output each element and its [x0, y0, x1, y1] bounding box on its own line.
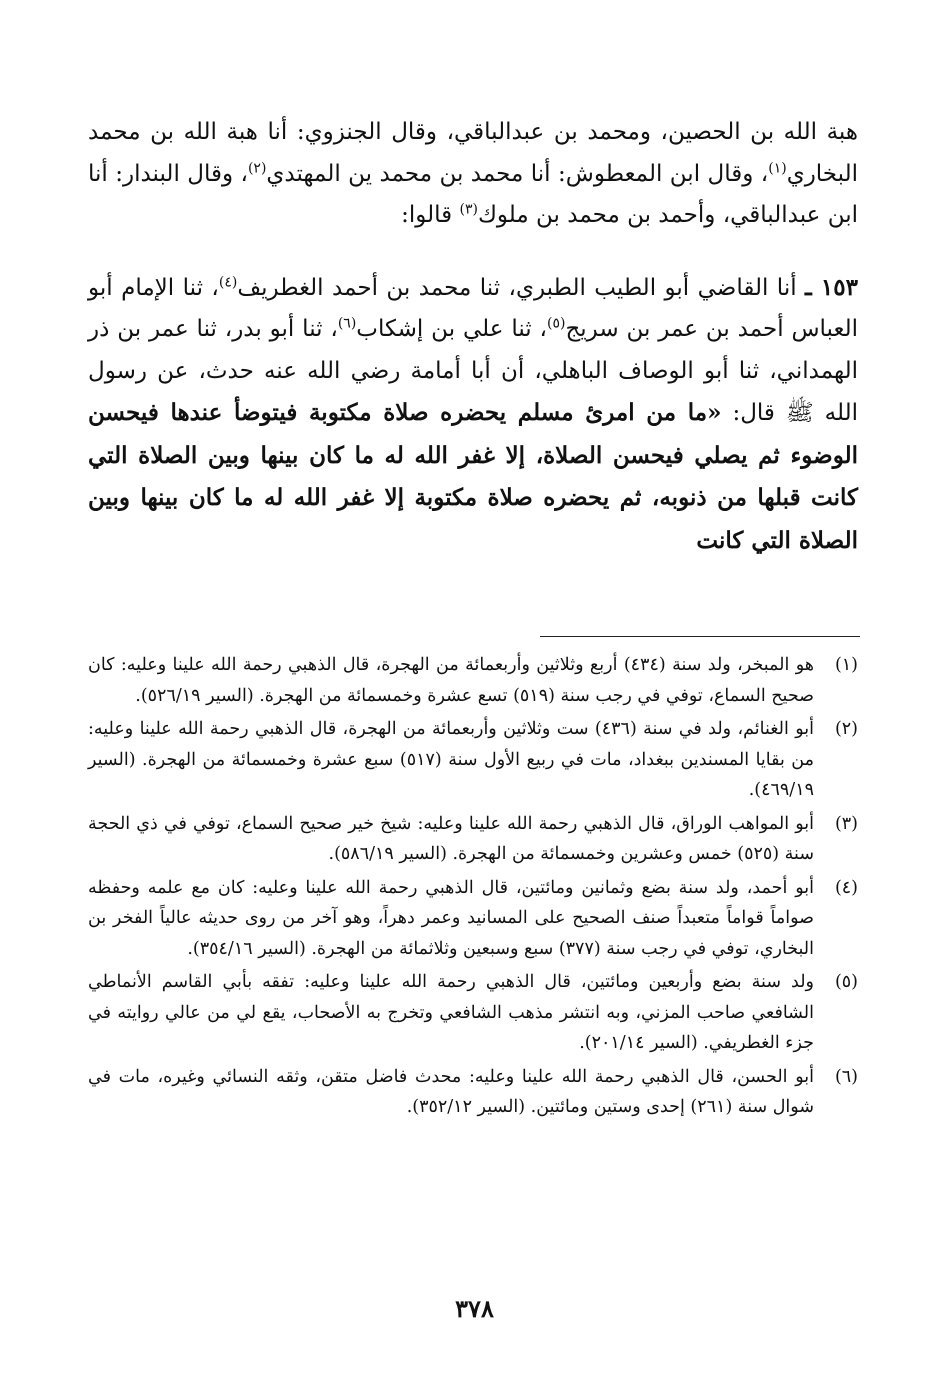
- footnotes-section: [88, 650, 858, 1126]
- footnote-4: [88, 873, 858, 965]
- footnote-ref-3: (٣): [459, 201, 478, 218]
- footnote-text: أبو الحسن، قال الذهبي رحمة الله علينا وعليه: محدث فاضل متقن، وثقه النسائي وغيره، مات في شوال سنة (٢٦١) إحدى وستين ومائتين. (السير ٣٥٢/١٢).: [88, 1066, 814, 1117]
- footnote-text: أبو الغنائم، ولد في سنة (٤٣٦) ست وثلاثين وأربعمائة من الهجرة، قال الذهبي رحمة الله علينا وعليه: من بقايا المسندين ببغداد، مات في ربيع الأول سنة (٥١٧) سبع عشرة وخمسمائة من الهجرة. (السير ٤٦٩/١٩).: [88, 719, 814, 800]
- footnote-text: ولد سنة بضع وأربعين ومائتين، قال الذهبي رحمة الله علينا وعليه: تفقه بأبي القاسم الأنماطي الشافعي صاحب المزني، وبه انتشر مذهب الشافعي وتخرج به الأصحاب، يقع لي من عالي روايته في جزء الغطريفي. (السير ٢٠١/١٤).: [88, 972, 814, 1053]
- footnote-6: [88, 1062, 858, 1123]
- footnote-ref-4: (٤): [218, 273, 238, 290]
- hadith-text-2: ، ثنا الإمام أبو العباس أحمد بن عمر بن سريج: [88, 274, 858, 342]
- intro-text-1: هبة الله بن الحصين، ومحمد بن عبدالباقي، وقال الجنزوي: أنا هبة الله بن محمد البخاري: [88, 119, 858, 187]
- footnote-number: (٢): [834, 719, 858, 739]
- footnote-divider: [540, 636, 860, 637]
- footnote-ref-2: (٢): [247, 159, 267, 176]
- hadith-quote: «ما من امرئ مسلم يحضره صلاة مكتوبة فيتوضأ عندها فيحسن الوضوء ثم يصلي فيحسن الصلاة، إلا غفر الله له ما كان بينها وبين الصلاة التي كانت قبلها من ذنوبه، ثم يحضره صلاة مكتوبة إلا غفر الله له ما كان بينها وبين الصلاة التي كانت: [88, 399, 858, 554]
- footnote-number: (٤): [834, 877, 858, 898]
- intro-text-2: ، وقال ابن المعطوش: أنا محمد بن محمد ين المهتدي: [266, 160, 769, 187]
- footnote-2: [88, 714, 858, 806]
- footnote-number: (٦): [834, 1066, 858, 1087]
- main-text: [88, 112, 858, 562]
- footnote-ref-1: (١): [768, 159, 787, 176]
- intro-text-3: ، وقال البندار: أنا ابن عبدالباقي، وأحمد بن محمد بن ملوك: [88, 160, 858, 228]
- footnote-5: [88, 967, 858, 1059]
- footnote-text: أبو أحمد، ولد سنة بضع وثمانين ومائتين، قال الذهبي رحمة الله علينا وعليه: كان مع علمه وحفظه صواماً قواماً متعبداً صنف الصحيح على المسانيد وعمر دهراً، وهو آخر من روى حديثه عالياً الفخر بن البخاري، توفي في رجب سنة (٣٧٧) سبع وسبعين وثلاثمائة من الهجرة. (السير ٣٥٤/١٦).: [88, 877, 814, 959]
- hadith-text-4: ، ثنا أبو بدر، ثنا عمر بن ذر الهمداني، ثنا أبو الوصاف الباهلي، أن أبا أمامة رضي الله عنه حدث، عن رسول الله ﷺ قال:: [88, 316, 858, 426]
- intro-paragraph: [88, 112, 858, 237]
- footnote-text: هو المبخر، ولد سنة (٤٣٤) أربع وثلاثين وأربعمائة من الهجرة، قال الذهبي رحمة الله علينا وعليه: كان صحيح السماع، توفي في رجب سنة (٥١٩) تسع عشرة وخمسمائة من الهجرة. (السير ٥٢٦/١٩).: [88, 655, 814, 706]
- hadith-text-1: أنا القاضي أبو الطيب الطبري، ثنا محمد بن أحمد الغطريف: [237, 274, 806, 301]
- hadith-number: ١٥٣ ـ: [805, 273, 858, 301]
- footnote-number: (٥): [834, 972, 858, 992]
- intro-text-4: قالوا:: [401, 202, 460, 228]
- footnote-1: [88, 650, 858, 711]
- footnote-ref-6: (٦): [337, 315, 357, 332]
- footnote-number: (٣): [834, 813, 858, 834]
- footnote-number: (١): [834, 655, 858, 675]
- footnote-text: أبو المواهب الوراق، قال الذهبي رحمة الله علينا وعليه: شيخ خير صحيح السماع، توفي في ذي الحجة سنة (٥٢٥) خمس وعشرين وخمسمائة من الهجرة. (السير ٥٨٦/١٩).: [88, 813, 814, 864]
- footnote-ref-5: (٥): [546, 315, 566, 332]
- footnote-3: [88, 809, 858, 870]
- hadith-paragraph: [88, 267, 858, 563]
- page-number: ٣٧٨: [455, 1294, 494, 1323]
- hadith-text-3: ، ثنا علي بن إشكاب: [356, 316, 547, 342]
